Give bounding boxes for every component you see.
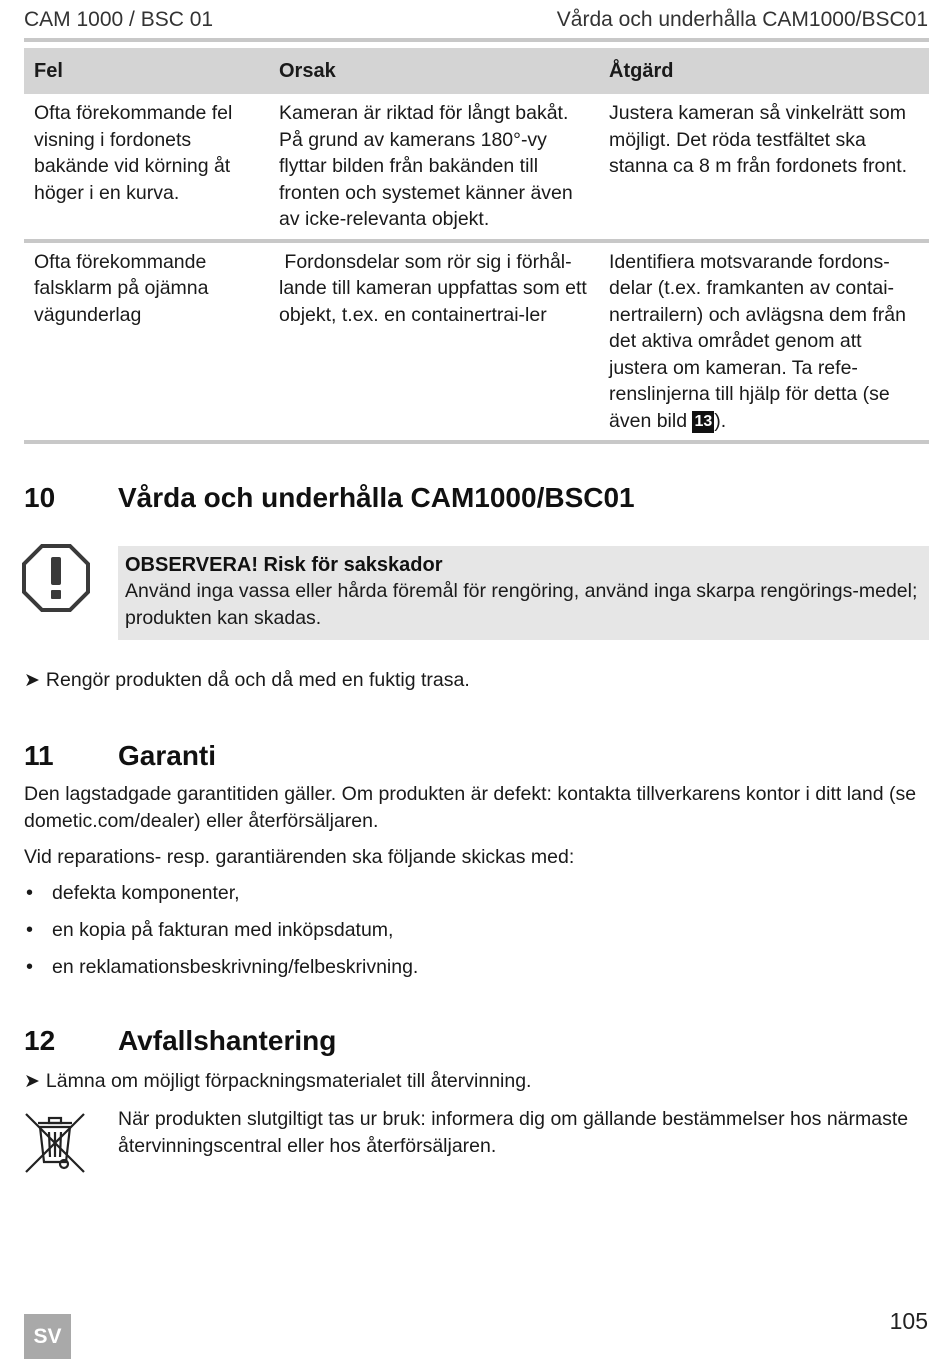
page-number: 105	[889, 1308, 928, 1334]
list-item: en reklamationsbeskrivning/felbeskrivning.	[52, 956, 419, 978]
running-header-left: CAM 1000 / BSC 01	[24, 8, 214, 31]
cell-fel: Ofta förekommande fel visning i fordonets bakände vid körning åt höger i en kurva.	[24, 94, 269, 241]
list-item: en kopia på fakturan med inköpsdatum,	[52, 919, 394, 941]
bullet-icon: •	[26, 919, 34, 941]
column-header-fel: Fel	[24, 48, 269, 94]
section-11-number: 11	[24, 740, 54, 771]
language-badge: SV	[24, 1314, 71, 1359]
disposal-text: När produkten slutgiltigt tas ur bruk: informera dig om gällande bestämmelser hos närmaste återvinningscentral eller hos återförsäljaren.	[118, 1108, 909, 1157]
header-rule	[24, 38, 929, 42]
troubleshooting-table	[24, 48, 929, 444]
section-10-title: Vårda och underhålla CAM1000/BSC01	[118, 482, 635, 513]
cell-orsak: Kameran är riktad för långt bakåt. På grund av kamerans 180°-vy flyttar bilden från bakänden till fronten och systemet känner även av icke-relevanta objekt.	[269, 94, 599, 241]
notice-box	[118, 546, 929, 640]
cell-orsak: Fordonsdelar som rör sig i förhål-lande till kameran uppfattas som ett objekt, t.ex. en containertrai-ler	[269, 241, 599, 443]
cell-atgard: Justera kameran så vinkelrätt som möjligt. Det röda testfältet ska stanna ca 8 m från fordonets front.	[599, 94, 929, 241]
running-header-right: Vårda och underhålla CAM1000/BSC01	[556, 8, 928, 31]
column-header-atgard: Åtgärd	[599, 48, 929, 94]
bullet-icon: •	[26, 956, 34, 978]
section-12-title: Avfallshantering	[118, 1025, 337, 1056]
table-row	[24, 241, 929, 443]
section-12-number: 12	[24, 1025, 56, 1056]
warning-icon	[22, 544, 90, 612]
instruction-text: Rengör produkten då och då med en fuktig trasa.	[45, 669, 470, 691]
list-item: defekta komponenter,	[52, 882, 240, 904]
instruction-step	[24, 1068, 531, 1096]
bullet-icon: •	[26, 882, 34, 904]
cell-atgard	[599, 241, 929, 443]
column-header-orsak: Orsak	[269, 48, 599, 94]
arrow-icon: ➤	[24, 1071, 40, 1092]
warranty-paragraph: Den lagstadgade garantitiden gäller. Om produkten är defekt: kontakta tillverkarens kontor i ditt land (se dometic.com/dealer) eller återförsäljaren.	[24, 783, 917, 832]
cell-fel: Ofta förekommande falsklarm på ojämna vägunderlag	[24, 241, 269, 443]
crossed-out-bin-icon	[22, 1110, 88, 1176]
table-header-row	[24, 48, 929, 94]
instruction-step	[24, 667, 470, 695]
table-row	[24, 94, 929, 241]
warranty-items-intro: Vid reparations- resp. garantiärenden ska följande skickas med:	[24, 846, 575, 868]
notice-text: Använd inga vassa eller hårda föremål för rengöring, använd inga skarpa rengörings-medel; produkten kan skadas.	[125, 580, 918, 629]
notice-title: OBSERVERA! Risk för sakskador	[125, 554, 443, 576]
atgard-text: Identifiera motsvarande fordons-delar (t.ex. framkanten av contai-nertrailern) och avlägsna dem från det aktiva området genom att justera om kameran. Ta refe-renslinjerna till hjälp för detta (se även bild	[609, 250, 906, 432]
figure-reference-badge: 13	[692, 411, 714, 433]
section-10-number: 10	[24, 482, 56, 513]
arrow-icon: ➤	[24, 670, 40, 691]
atgard-text-end: ).	[714, 409, 727, 432]
instruction-text: Lämna om möjligt förpackningsmaterialet till återvinning.	[45, 1070, 532, 1092]
section-11-title: Garanti	[118, 740, 217, 771]
